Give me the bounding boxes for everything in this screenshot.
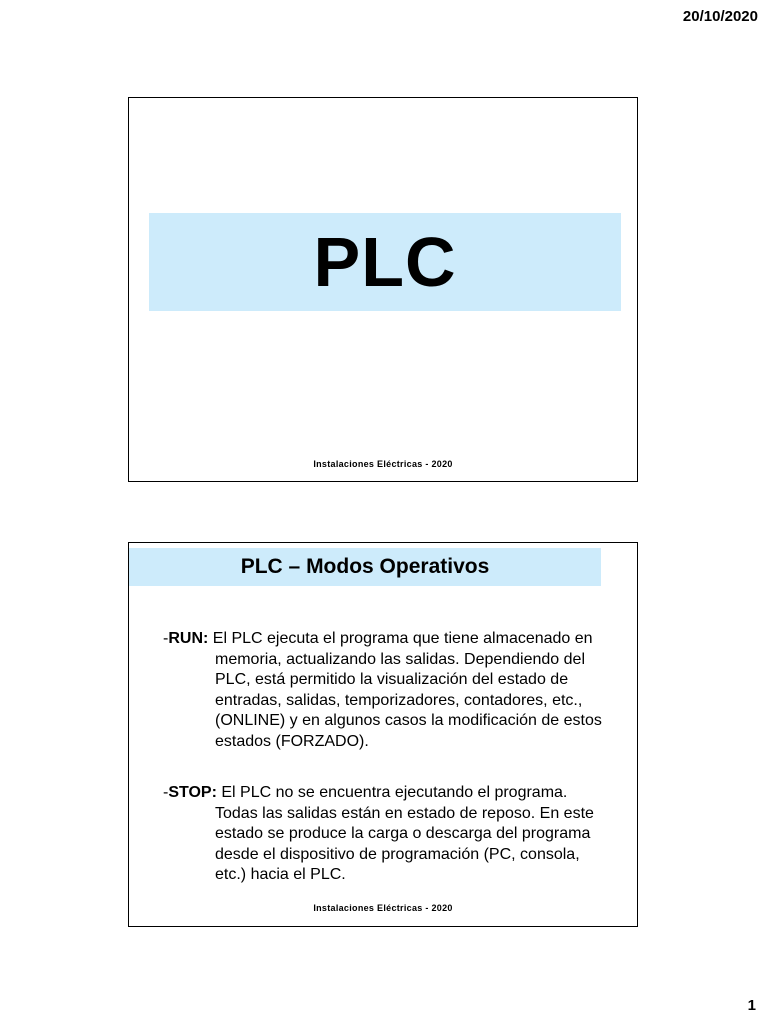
slide-1	[128, 97, 638, 482]
item-prefix: -	[163, 630, 169, 647]
slide-2	[128, 542, 638, 927]
mode-run	[163, 629, 613, 752]
mode-description: El PLC no se encuentra ejecutando el programa. Todas las salidas están en estado de reposo. En este estado se produce la carga o descarga del programa desde el dispositivo de programación (PC, consola, etc.) hacia el PLC.	[215, 784, 594, 883]
slide-body	[163, 629, 613, 886]
mode-keyword: RUN:	[168, 630, 209, 647]
mode-keyword: STOP:	[168, 784, 217, 801]
mode-description: El PLC ejecuta el programa que tiene almacenado en memoria, actualizando las salidas. Dependiendo del PLC, está permitido la visualización del estado de entradas, salidas, temporizadores, contadores, etc., (ONLINE) y en algunos casos la modificación de estos estados (FORZADO).	[208, 630, 602, 750]
slide-title: PLC – Modos Operativos	[240, 555, 490, 578]
page-date: 20/10/2020	[682, 8, 758, 25]
page-number: 1	[747, 997, 756, 1014]
title-band	[129, 548, 601, 586]
slide-title: PLC	[313, 223, 457, 301]
item-prefix: -	[163, 784, 169, 801]
slide-footer: Instalaciones Eléctricas - 2020	[313, 903, 453, 913]
mode-stop	[163, 783, 613, 886]
title-band	[149, 213, 621, 311]
slide-footer: Instalaciones Eléctricas - 2020	[313, 459, 453, 469]
